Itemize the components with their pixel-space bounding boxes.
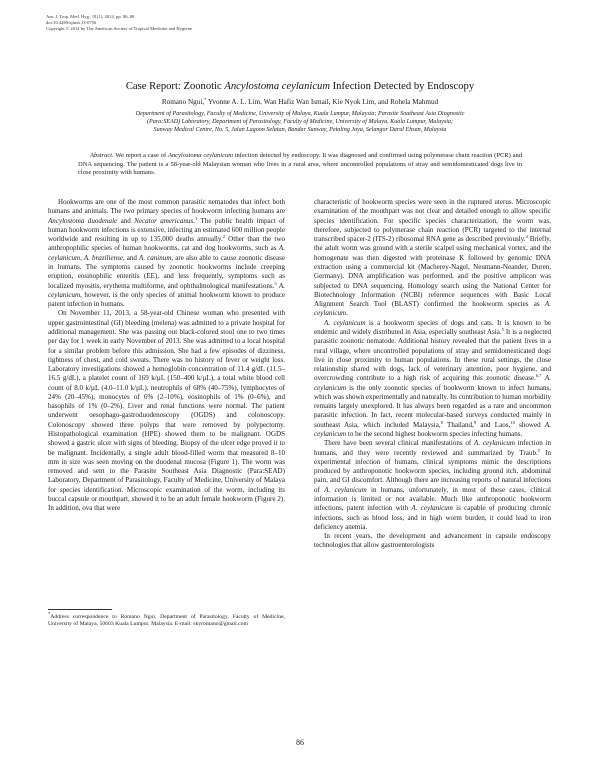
journal-doi: doi:10.4269/ajtmh.13-0756 <box>46 20 97 25</box>
footnote-divider <box>48 609 112 610</box>
author-list: Romano Ngui,* Yvonne A. L. Lim, Wan Hafiz Wan Ismail, Kie Nyok Lim, and Rohela Mahmud <box>161 97 439 106</box>
journal-header <box>46 14 346 32</box>
body-paragraph: There have been several clinical manifestations of A. ceylanicum infection in humans, and they were recently reviewed and summarized by Traub.$^5$ In experimental infection of humans, clinical symptoms mimic the descriptions produced by anthroponotic hookworm species, including ground itch, abdominal pain, and GI discomfort. Although there are increasing reports of natural infections of A. ceylanicum in humans, unfortunately, in most of these cases, clinical information is limited or not available. Much like anthroponotic hookworm infections, patent infection with A. ceylanicum is capable of producing chronic infections, such as blood loss, and in high worm burden, it could lead to iron deficiency anemia. <box>314 439 551 531</box>
body-paragraph: A. ceylanicum is a hookworm species of dogs and cats. It is known to be endemic and widely distributed in Asia, especially southeast Asia.$^5$ It is a neglected parasitic zoonotic nematode. Additional history revealed that the patient lives in a rural village, where uncontrolled populations of stray and semidomesticated dogs live in close proximity to human populations. In these rural settings, the close relationship shared with dogs, lack of veterinary attention, poor hygiene, and overcrowding contribute to a high risk of acquiring this zoonotic disease.$^{6,7}$ A. ceylanicum is the only zoonotic species of hookworm known to infect humans, which was shown experimentally and naturally. Its contribution to human morbidity remains largely unexplored. It has always been regarded as a rare and uncommon parasitic infection. In fact, recent molecular-based surveys conducted mainly in southeast Asia, which included Malaysia,$^8$ Thailand,$^9$ and Laos,$^{10}$ showed A. ceylanicum to be the second highest hookworm species infecting humans. <box>314 318 551 439</box>
affiliations: Department of Parasitology, Faculty of Medicine, University of Malaya, Kuala Lumpur, Malaysia; Parasite Southeast Asia Diagnostic (Para:SEAD) Laboratory, Department of Parasitology, Faculty of Medicine, University of Malaya, Kuala Lumpur, Malaysia; Sunway Medical Centre, No. 5, Jalan Lagoon Selatan, Bandar Sunway, Petaling Jaya, Selangor Darul Ehsan, Malaysia <box>135 111 465 133</box>
body-paragraph: Hookworms are one of the most common parasitic nematodes that infect both humans and animals. The two primary species of hookworm infecting humans are Ancylostoma duodenale and Necator americanus.$^1$ The public health impact of human hookworm infections is extensive, infecting an estimated 600 million people worldwide and resulting in up to 135,000 deaths annually.$^2$ Other than the two anthropophilic species of human hookworms, cat and dog hookworms, such as A. ceylanicum, A. braziliense, and A. caninum, are also able to cause zoonotic disease in humans. The symptoms caused by zoonotic hookworms include creeping eruption, eosinophilic enteritis (EE), and less frequently, symptoms such as localized myositis, erythema multiforme, and ophthalmological manifestations.$^3$ A. ceylanicum, however, is the only species of animal hookworm known to produce patent infection in humans. <box>48 198 285 309</box>
left-column <box>48 198 285 514</box>
journal-copyright: Copyright © 2014 by The American Society of Tropical Medicine and Hygiene <box>46 26 192 31</box>
body-paragraph: characteristic of hookworm species were seen in the ruptured uterus. Microscopic examination of the mouthpart was not clear and detailed enough to allow specific species identification. For specific species characterization, the worm was, therefore, subjected to polymerase chain reaction (PCR) targeted to the internal transcribed spacer-2 (ITS-2) ribosomal RNA gene as described previously.$^4$ Briefly, the adult worm was ground with a sterile scalpel using mechanical vortex, and the homogenate was then digested with proteinase K followed by genomic DNA extraction using a commercial kit (Macherey-Nagel, Neumann-Neander, Duren, Germany). DNA amplification was performed, and the positive amplicon was subjected to DNA sequencing. Homology search using the National Center for Biotechnology Information (NCBI) reference sequences with Basic Local Alignment Search Tool (BLAST) confirmed the hookworm species as A. ceylanicum. <box>314 198 551 318</box>
abstract: Abstract. We report a case of Ancylostoma ceylanicum infection detected by endoscopy. It was diagnosed and confirmed using polymerase chain reaction (PCR) and DNA sequencing. The patient is a 58-year-old Malaysian woman who lives in a rural area, where uncontrolled populations of stray and semidomesticated dogs live in close proximity with humans. <box>78 152 522 177</box>
article-title: Case Report: Zoonotic Ancylostoma ceylanicum Infection Detected by Endoscopy <box>125 81 475 92</box>
body-paragraph: In recent years, the development and advancement in capsule endoscopy technologies that allow gastroenterologists <box>314 532 551 550</box>
body-paragraph: On November 11, 2013, a 58-year-old Chinese woman who presented with upper gastrointestinal (GI) bleeding (melena) was admitted to a private hospital for additional management. She was passing out black-colored stool one to two times per day for 1 week in early November of 2013. She was admitted to a local hospital for a similar problem before this admission. She had a few episodes of dizziness, tightness of chest, and cold sweats. There was no history of fever or weight loss. Laboratory investigations showed a hemoglobin concentration of 11.4 g/dL (11.5–16.5 g/dL), a platelet count of 169 k/µL (150–400 k/µL), a total white blood cell count of 8.0 k/µL (4.0–11.0 k/µL), neutrophils of 68% (40–75%), lymphocytes of 24% (20–45%), monocytes of 6% (2–10%), eosinophils of 1% (0–6%), and basophils of 1% (0–2%). Liver and renal functions were normal. The patient underwent oesophago-gastroduodenoscopy (OGDS) and colonoscopy. Colonoscopy showed three polyps that were removed by polypectomy. Histopathological examination (HPE) showed them to be malignant. OGDS showed a gastric ulcer with signs of bleeding. Biopsy of the ulcer edge proved it to be malignant. Incidentally, a single adult blood-filled worm that measured 8–10 mm in size was seen moving on the duodenal mucosa (Figure 1). The worm was removed and sent to the Parasite Southeast Asia Diagnostic (Para:SEAD) Laboratory, Department of Parasitology, Faculty of Medicine, University of Malaya for species identification. Microscopic examination of the worm, including its buccal capsule or mouthpart, showed it to be an adult female hookworm (Figure 2). In addition, ova that were <box>48 309 285 513</box>
correspondence-footnote: *Address correspondence to Romano Ngui, Department of Parasitology, Faculty of Medicine, University of Malaya, 50603 Kuala Lumpur, Malaysia. E-mail: skyromano@gmail.com <box>48 611 285 628</box>
page-number: 86 <box>296 738 304 747</box>
journal-citation: Am. J. Trop. Med. Hyg., 91(1), 2014, pp. 86–88 <box>46 14 135 19</box>
right-column <box>314 198 551 551</box>
